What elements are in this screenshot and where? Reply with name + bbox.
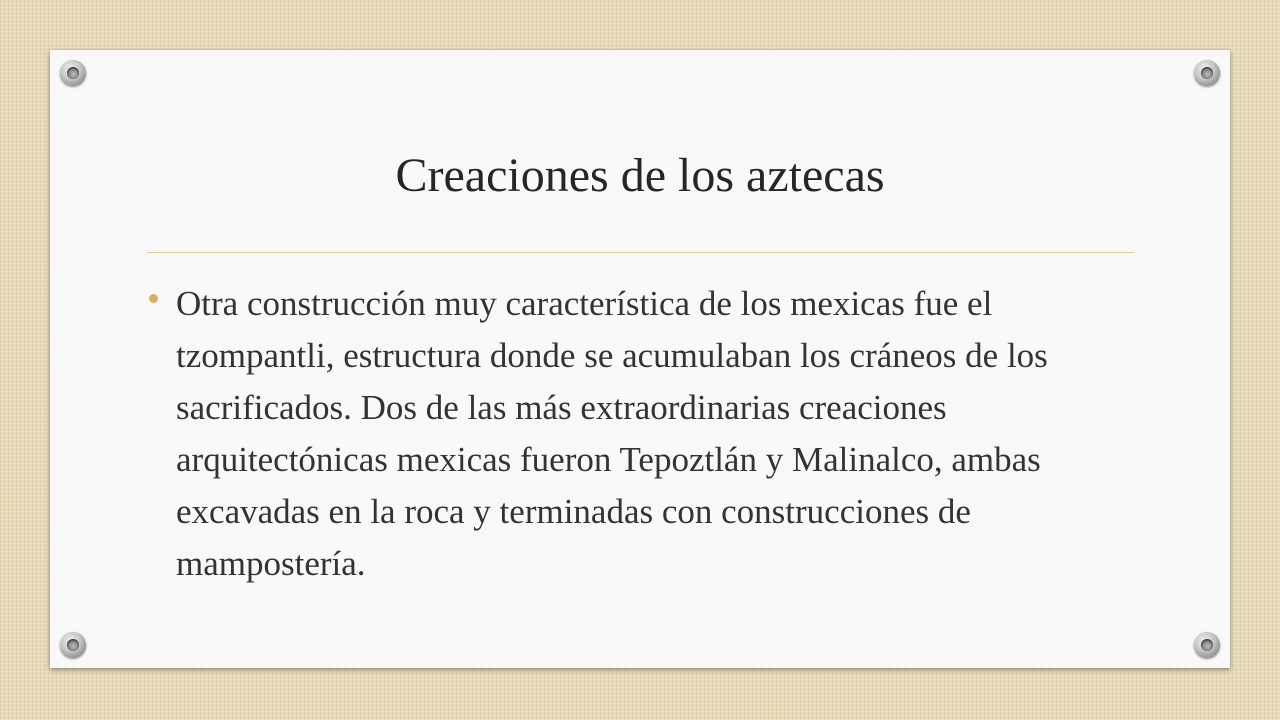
bullet-item xyxy=(147,278,1147,590)
bullet-list xyxy=(147,278,1147,590)
bottom-left-rivet-icon xyxy=(60,632,86,658)
bottom-right-rivet-icon xyxy=(1194,632,1220,658)
slide-title: Creaciones de los aztecas xyxy=(395,149,885,202)
slide-card xyxy=(50,50,1230,668)
title-divider xyxy=(147,252,1134,253)
bullet-dot-icon xyxy=(149,294,158,303)
top-left-rivet-icon xyxy=(60,60,86,86)
bullet-text: Otra construcción muy característica de los mexicas fue el tzompantli, estructura donde se acumulaban los cráneos de los sacrificados. Dos de las más extraordinarias creaciones arquitectónicas mexicas fueron Tepoztlán y Malinalco, ambas excavadas en la roca y terminadas con construcciones de mampostería. xyxy=(176,284,1048,583)
top-right-rivet-icon xyxy=(1194,60,1220,86)
